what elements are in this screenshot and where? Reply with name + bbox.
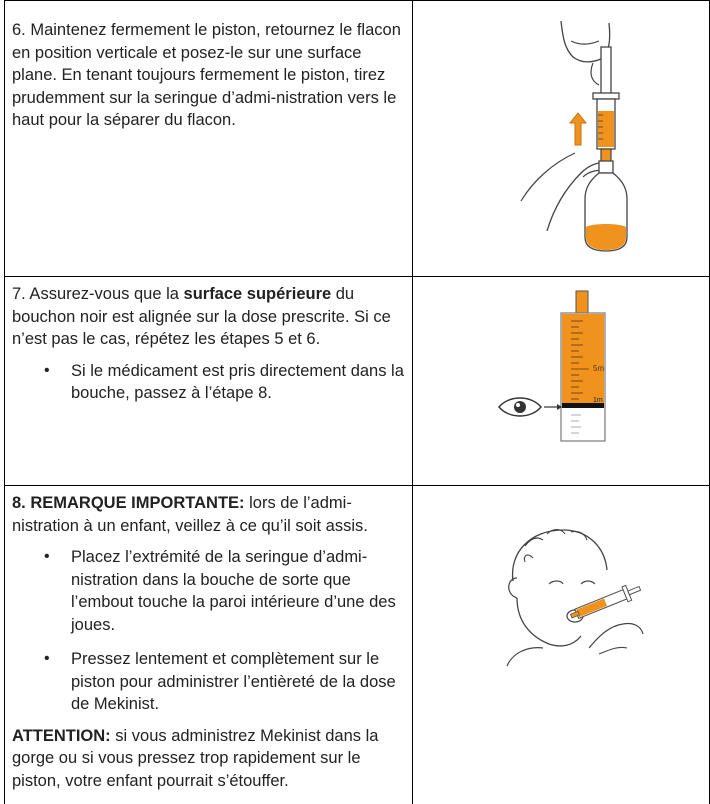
step-7-intro-bold: surface supérieure: [183, 285, 332, 303]
instructions-table: [4, 0, 710, 803]
warning-label: ATTENTION:: [12, 726, 111, 745]
step-7-intro-start: 7. Assurez-vous que la: [12, 285, 184, 303]
step-8-bullet-list: [12, 546, 406, 716]
step-8-intro: [12, 492, 406, 537]
step-8-warning: [12, 725, 406, 793]
hand-pulling-syringe-icon: [413, 1, 709, 271]
step-8-intro-bold: 8. REMARQUE IMPORTANTE:: [12, 494, 245, 512]
step-6-image-cell: [412, 1, 710, 277]
warning-text: si vous administrez Mekinist dans la gorge ou si vous pressez trop rapidement sur le piston, votre enfant pourrait s’étouffer.: [12, 726, 379, 790]
mark-5ml: 5m: [593, 364, 605, 373]
step-7-image-cell: [412, 277, 710, 486]
child-syringe-icon: [413, 486, 709, 696]
step-7-bullet-list: [12, 360, 406, 405]
list-item: • Si le médicament est pris directement dans la bouche, passez à l’étape 8.: [44, 360, 406, 405]
step-7-row: [4, 276, 710, 486]
step-8-image-cell: [412, 486, 710, 804]
mark-1ml: 1m: [593, 397, 603, 404]
step-7-text-cell: [4, 277, 412, 486]
step-6-row: [4, 0, 710, 277]
step-6-text-cell: [4, 1, 412, 277]
list-item: • Placez l’extrémité de la seringue d’admi-nistration dans la bouche de sorte que l’embout touche la paroi intérieure d’une des joues.: [44, 546, 406, 636]
step-8-row: [4, 485, 710, 804]
step-8-text-cell: [4, 486, 412, 804]
eye-syringe-dose-icon: [413, 277, 709, 482]
list-item: • Pressez lentement et complètement sur le piston pour administrer l’entièreté de la dose de Mekinist.: [44, 648, 406, 716]
step-6-text: 6. Maintenez fermement le piston, retournez le flacon en position verticale et posez-le sur une surface plane. En tenant toujours fermement le piston, tirez prudemment sur la seringue d’admi-nistration vers le haut pour la séparer du flacon.: [12, 21, 401, 129]
step-8-intro-text: lors de l’admi-nistration à un enfant, veillez à ce qu’il soit assis.: [12, 494, 368, 535]
step-7-intro: [12, 283, 406, 351]
step-7-intro-end: du bouchon noir est alignée sur la dose prescrite. Si ce n’est pas le cas, répétez les étapes 5 et 6.: [12, 285, 391, 348]
